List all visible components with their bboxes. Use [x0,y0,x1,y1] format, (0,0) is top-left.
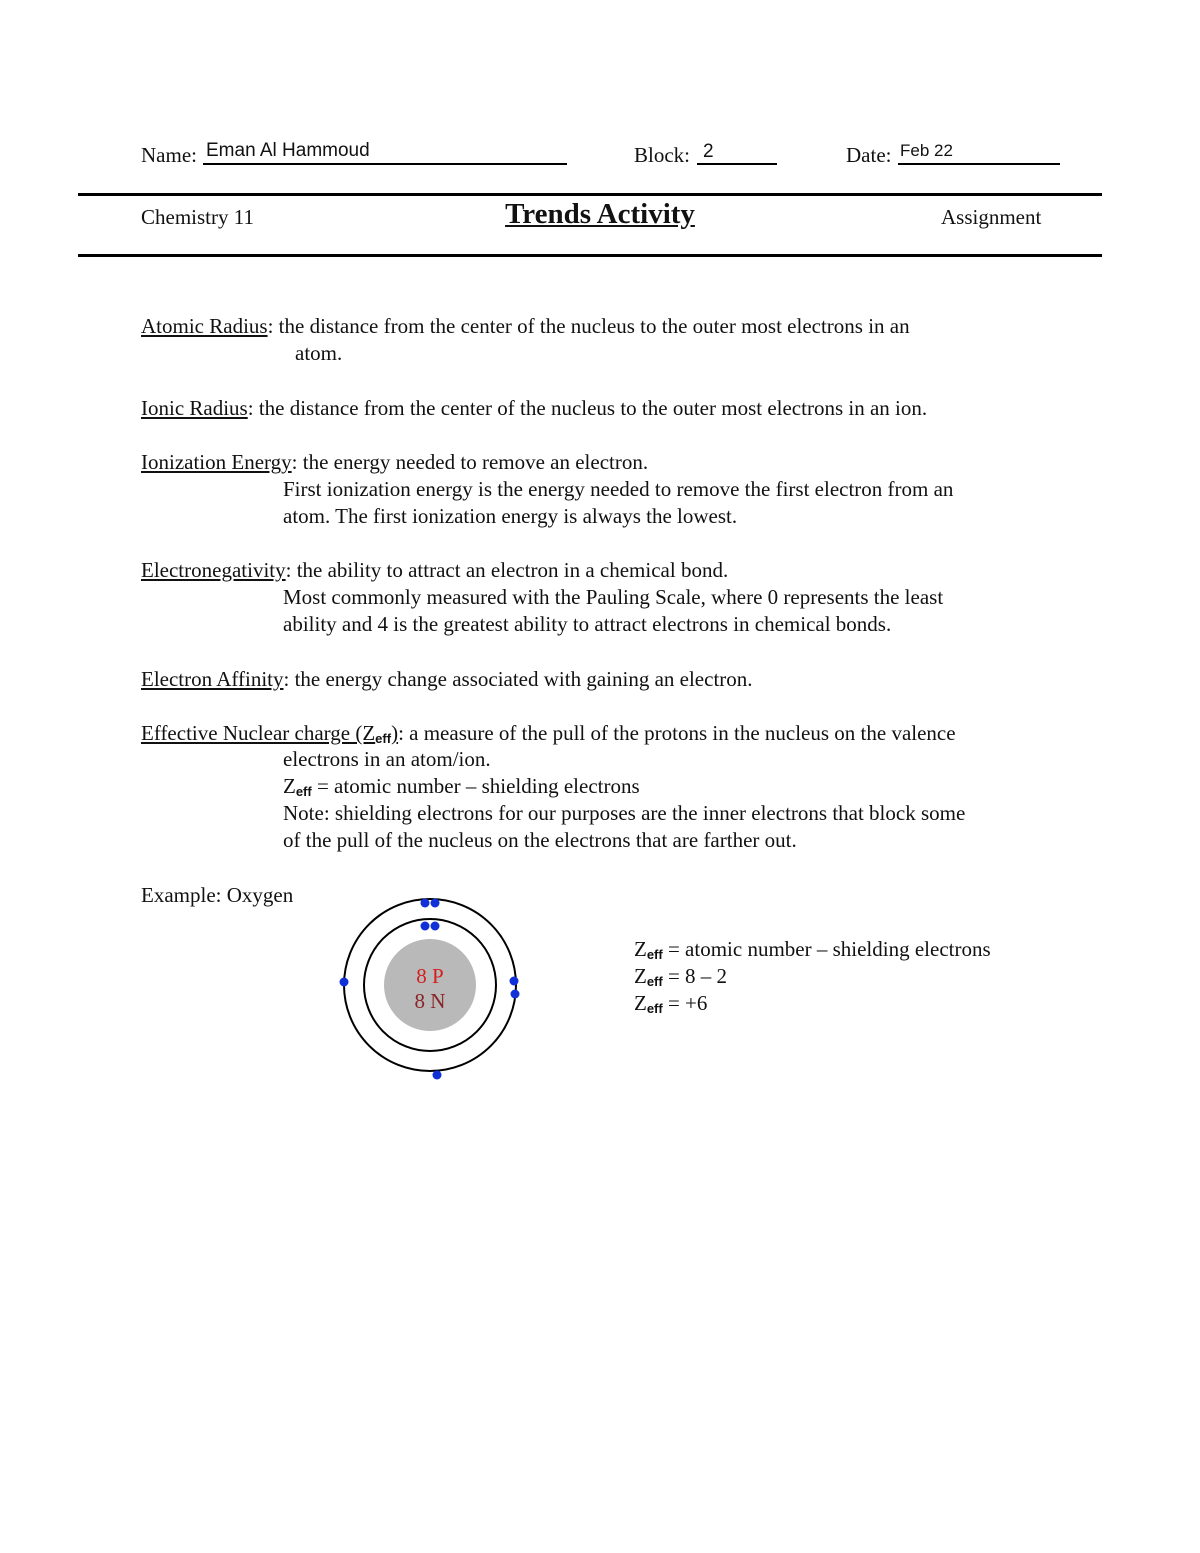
electron-affinity-term: Electron Affinity [141,667,284,691]
electronegativity-definition: Electronegativity: the ability to attract an electron in a chemical bond. [141,558,729,582]
ionization-energy-line2: First ionization energy is the energy needed to remove the first electron from an [283,477,954,501]
example-label: Example: Oxygen [141,883,294,907]
protons-label: 8 P [416,964,444,988]
effective-nuclear-charge-line2: electrons in an atom/ion. [283,747,491,771]
top-rule [78,193,1102,196]
outer-electron [340,978,349,987]
zeff-equation-2: $Z_{eff} = 8 - 2$ [634,964,728,989]
effective-nuclear-charge-term: Effective Nuclear charge $(Z_{eff})$ [141,721,399,746]
name-label: Name: [141,143,197,167]
zeff-equation-1: $Z_{eff}$ = atomic number – shielding electrons [634,937,991,962]
zeff-formula: $Z_{eff}$ = atomic number – shielding electrons [283,774,640,799]
shielding-note-line1: Note: shielding electrons for our purposes are the inner electrons that block some [283,801,966,825]
block-underline [697,163,777,165]
date-underline [898,163,1060,165]
ionization-energy-term: Ionization Energy [141,450,292,474]
atomic-radius-term: Atomic Radius [141,314,268,338]
oxygen-bohr-diagram [330,890,530,1090]
outer-electron [433,1071,442,1080]
ionic-radius-term: Ionic Radius [141,396,248,420]
ionization-energy-line3: atom. The first ionization energy is always the lowest. [283,504,738,528]
block-value[interactable]: 2 [703,141,714,162]
inner-electron [421,922,430,931]
atomic-radius-definition: Atomic Radius: the distance from the center of the nucleus to the outer most electrons in an [141,314,910,338]
ionic-radius-definition: Ionic Radius: the distance from the center of the nucleus to the outer most electrons in an ion. [141,396,928,420]
ionization-energy-definition: Ionization Energy: the energy needed to remove an electron. [141,450,649,474]
electronegativity-line3: ability and 4 is the greatest ability to attract electrons in chemical bonds. [283,612,892,636]
outer-electron [511,990,520,999]
block-label: Block: [634,143,690,167]
shielding-note-line2: of the pull of the nucleus on the electrons that are farther out. [283,828,797,852]
electronegativity-term: Electronegativity [141,558,286,582]
assignment-type: Assignment [941,205,1042,229]
page-title: Trends Activity [505,198,695,230]
bottom-rule [78,254,1102,257]
date-label: Date: [846,143,892,167]
course-name: Chemistry 11 [141,205,254,229]
electron-affinity-definition: Electron Affinity: the energy change associated with gaining an electron. [141,667,753,691]
outer-electron [431,899,440,908]
name-value[interactable]: Eman Al Hammoud [206,140,370,161]
name-underline [203,163,567,165]
outer-electron [510,977,519,986]
atomic-radius-line2: atom. [295,341,343,365]
inner-electron [431,922,440,931]
date-value[interactable]: Feb 22 [900,141,953,160]
effective-nuclear-charge-definition: Effective Nuclear charge $(Z_{eff})$: a measure of the pull of the protons in the nucleus on the valence [141,721,956,746]
outer-electron [421,899,430,908]
electronegativity-line2: Most commonly measured with the Pauling Scale, where 0 represents the least [283,585,944,609]
neutrons-label: 8 N [414,989,446,1013]
zeff-equation-3: $Z_{eff} = +6$ [634,991,708,1016]
